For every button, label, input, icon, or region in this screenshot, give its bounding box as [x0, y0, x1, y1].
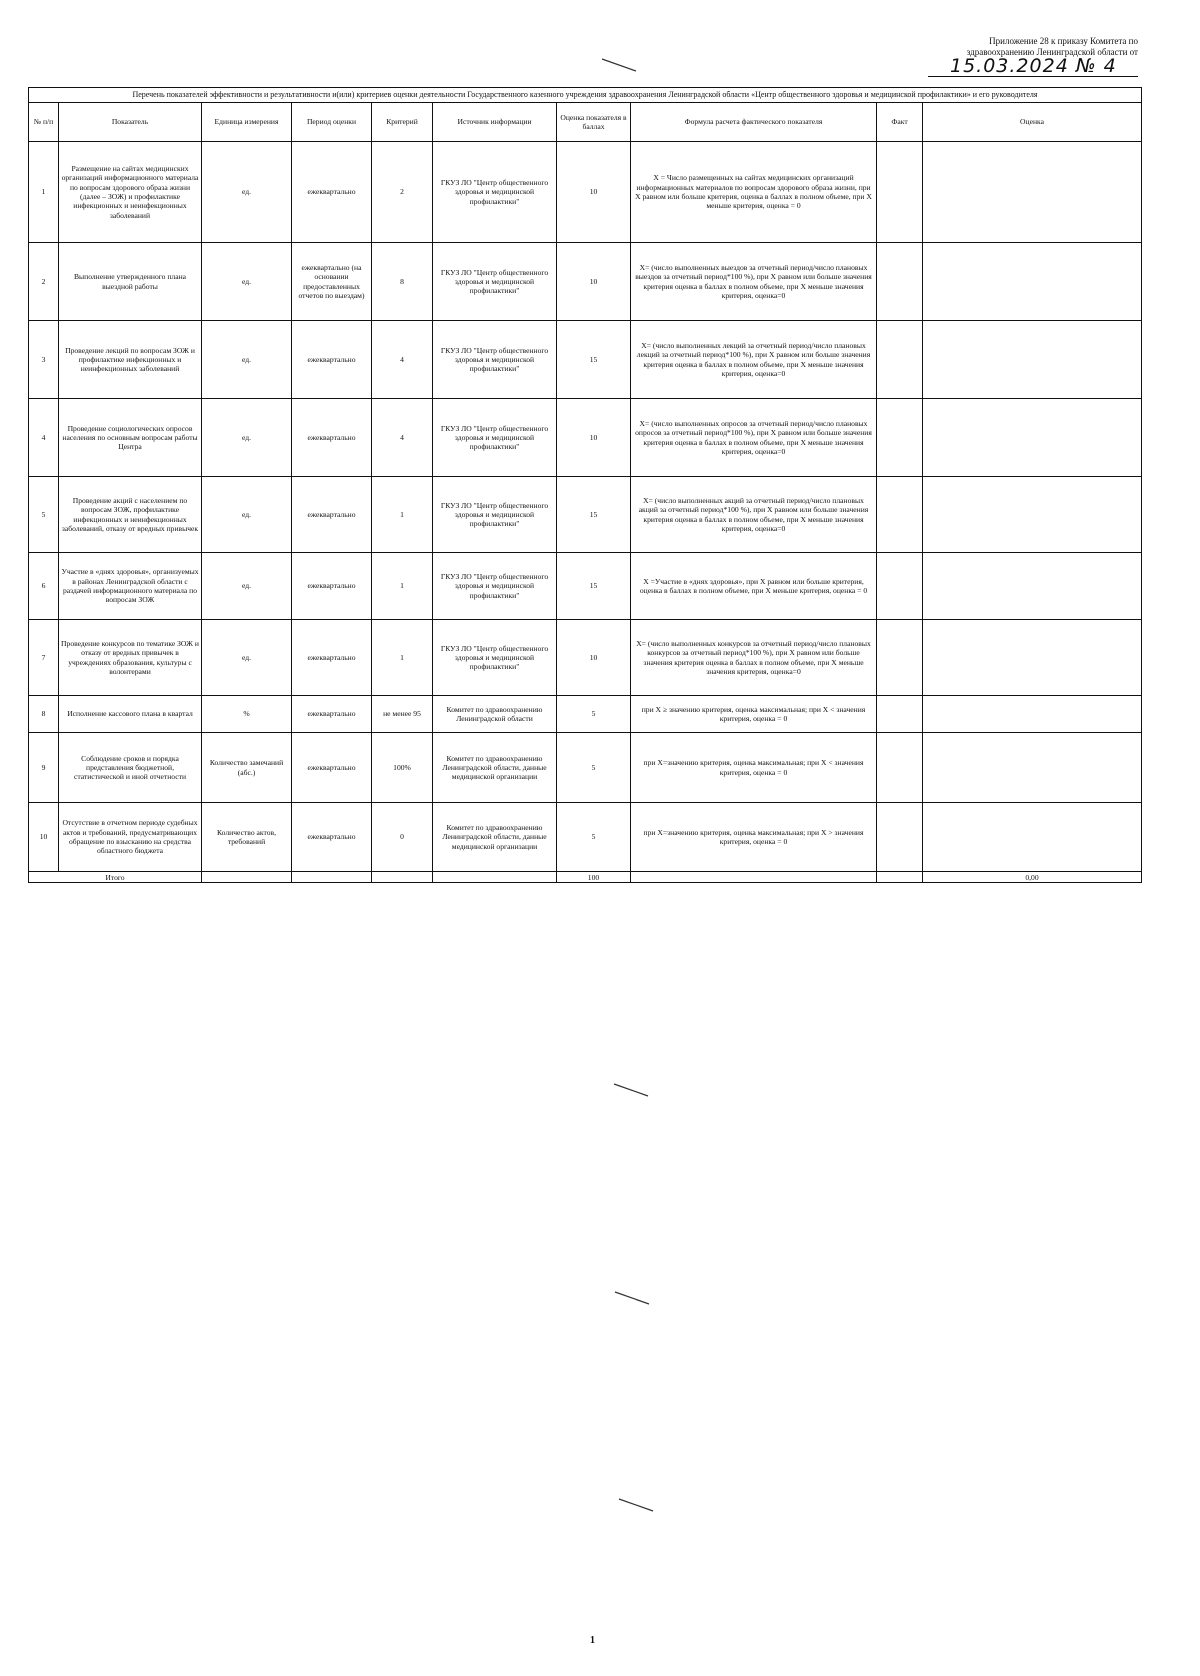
row-criterion: 100%: [372, 733, 433, 803]
table-row: [29, 620, 1142, 696]
total-label: Итого: [29, 872, 202, 883]
row-period: ежеквартально: [292, 553, 372, 620]
row-fact: [877, 803, 923, 872]
row-indicator: Проведение социологических опросов населения по основным вопросам работы Центра: [59, 399, 202, 477]
row-grade: [923, 620, 1142, 696]
total-empty-cell: [433, 872, 557, 883]
row-formula: X = Число размещенных на сайтах медицинских организаций информационных материалов по вопросам здорового образа жизни, при X равном или больше критерия, оценка в баллах в полном объеме, при X меньше критерия, оценка = 0: [631, 142, 877, 243]
row-grade: [923, 321, 1142, 399]
row-fact: [877, 696, 923, 733]
row-source: ГКУЗ ЛО "Центр общественного здоровья и медицинской профилактики": [433, 321, 557, 399]
scan-mark: [600, 55, 640, 75]
row-source: ГКУЗ ЛО "Центр общественного здоровья и медицинской профилактики": [433, 243, 557, 321]
header-cell: Показатель: [59, 103, 202, 142]
table-row: [29, 696, 1142, 733]
header-cell: Единица измерения: [202, 103, 292, 142]
table-row: [29, 321, 1142, 399]
row-number: 3: [29, 321, 59, 399]
table-header-row: [29, 103, 1142, 142]
row-source: ГКУЗ ЛО "Центр общественного здоровья и медицинской профилактики": [433, 142, 557, 243]
row-period: ежеквартально: [292, 142, 372, 243]
row-fact: [877, 477, 923, 553]
row-unit: ед.: [202, 399, 292, 477]
row-source: ГКУЗ ЛО "Центр общественного здоровья и медицинской профилактики": [433, 553, 557, 620]
row-source: Комитет по здравоохранению Ленинградской области, данные медицинской организации: [433, 803, 557, 872]
total-empty-cell: [292, 872, 372, 883]
row-score: 10: [557, 243, 631, 321]
row-formula: X= (число выполненных конкурсов за отчетный период/число плановых конкурсов за отчетный период*100 %), при X равном или больше значения критерия оценка в баллах в полном объеме, при X меньше значения критерия, оценка=0: [631, 620, 877, 696]
row-source: Комитет по здравоохранению Ленинградской области: [433, 696, 557, 733]
header-cell: Критерий: [372, 103, 433, 142]
row-score: 15: [557, 321, 631, 399]
header-cell: Факт: [877, 103, 923, 142]
row-period: ежеквартально: [292, 803, 372, 872]
total-grade: 0,00: [923, 872, 1142, 883]
row-score: 10: [557, 399, 631, 477]
row-unit: %: [202, 696, 292, 733]
row-grade: [923, 243, 1142, 321]
row-fact: [877, 321, 923, 399]
row-source: ГКУЗ ЛО "Центр общественного здоровья и медицинской профилактики": [433, 477, 557, 553]
row-fact: [877, 243, 923, 321]
row-score: 5: [557, 733, 631, 803]
row-indicator: Проведение акций с населением по вопросам ЗОЖ, профилактике инфекционных и неинфекционных заболеваний, отказу от вредных привычек: [59, 477, 202, 553]
row-fact: [877, 142, 923, 243]
scan-mark: [612, 1080, 652, 1100]
row-criterion: 4: [372, 321, 433, 399]
row-grade: [923, 696, 1142, 733]
row-period: ежеквартально: [292, 620, 372, 696]
table-row: [29, 553, 1142, 620]
header-cell: Оценка показателя в баллах: [557, 103, 631, 142]
row-grade: [923, 142, 1142, 243]
row-score: 10: [557, 620, 631, 696]
annex-line-1: Приложение 28 к приказу Комитета по: [989, 36, 1138, 46]
row-criterion: 2: [372, 142, 433, 243]
total-empty-cell: [877, 872, 923, 883]
row-unit: ед.: [202, 142, 292, 243]
total-empty-cell: [631, 872, 877, 883]
row-fact: [877, 553, 923, 620]
row-formula: X= (число выполненных опросов за отчетный период/число плановых опросов за отчетный период*100 %), при X равном или больше значения критерия оценка в баллах в полном объеме, при X меньше значения критерия, оценка=0: [631, 399, 877, 477]
row-indicator: Размещение на сайтах медицинских организаций информационного материала по вопросам здорового образа жизни (далее – ЗОЖ) и профилактике инфекционных и неинфекционных заболеваний: [59, 142, 202, 243]
row-grade: [923, 803, 1142, 872]
indicators-table: [28, 87, 1142, 883]
row-period: ежеквартально: [292, 733, 372, 803]
row-indicator: Отсутствие в отчетном периоде судебных актов и требований, предусматривающих обращение по взысканию на средства областного бюджета: [59, 803, 202, 872]
total-row: [29, 872, 1142, 883]
row-indicator: Соблюдение сроков и порядка представления бюджетной, статистической и иной отчетности: [59, 733, 202, 803]
row-grade: [923, 477, 1142, 553]
row-number: 4: [29, 399, 59, 477]
row-fact: [877, 620, 923, 696]
page-number: 1: [590, 1635, 595, 1646]
row-formula: X =Участие в «днях здоровья», при X равном или больше критерия, оценка в баллах в полном объеме, при X меньше критерия, оценка = 0: [631, 553, 877, 620]
header-cell: Оценка: [923, 103, 1142, 142]
row-period: ежеквартально (на основании предоставленных отчетов по выездам): [292, 243, 372, 321]
row-number: 1: [29, 142, 59, 243]
scan-mark: [613, 1288, 653, 1308]
row-formula: X= (число выполненных акций за отчетный период/число плановых акций за отчетный период*100 %), при X равном или больше значения критерия оценка в баллах в полном объеме, при X меньше значения критерия, оценка=0: [631, 477, 877, 553]
annex-line-2: здравоохранению Ленинградской области от: [966, 47, 1138, 57]
row-indicator: Проведение конкурсов по тематике ЗОЖ и отказу от вредных привычек в учреждениях образования, культуры с волонтерами: [59, 620, 202, 696]
row-indicator: Выполнение утвержденного плана выездной работы: [59, 243, 202, 321]
scan-mark: [617, 1495, 657, 1515]
row-criterion: 1: [372, 477, 433, 553]
header-cell: Период оценки: [292, 103, 372, 142]
row-source: Комитет по здравоохранению Ленинградской области, данные медицинской организации: [433, 733, 557, 803]
row-grade: [923, 553, 1142, 620]
row-number: 2: [29, 243, 59, 321]
table-row: [29, 477, 1142, 553]
row-number: 6: [29, 553, 59, 620]
row-period: ежеквартально: [292, 477, 372, 553]
row-period: ежеквартально: [292, 321, 372, 399]
header-cell: Источник информации: [433, 103, 557, 142]
row-criterion: 8: [372, 243, 433, 321]
row-score: 5: [557, 803, 631, 872]
row-criterion: 1: [372, 620, 433, 696]
total-empty-cell: [372, 872, 433, 883]
row-number: 5: [29, 477, 59, 553]
row-indicator: Проведение лекций по вопросам ЗОЖ и профилактике инфекционных и неинфекционных заболеваний: [59, 321, 202, 399]
row-indicator: Исполнение кассового плана в квартал: [59, 696, 202, 733]
table-row: [29, 399, 1142, 477]
row-period: ежеквартально: [292, 696, 372, 733]
row-formula: при X=значению критерия, оценка максимальная; при X < значения критерия, оценка = 0: [631, 733, 877, 803]
row-number: 9: [29, 733, 59, 803]
row-criterion: не менее 95: [372, 696, 433, 733]
row-number: 8: [29, 696, 59, 733]
row-unit: ед.: [202, 553, 292, 620]
row-criterion: 0: [372, 803, 433, 872]
row-unit: ед.: [202, 321, 292, 399]
table-row: [29, 733, 1142, 803]
row-criterion: 1: [372, 553, 433, 620]
row-formula: X= (число выполненных лекций за отчетный период/число плановых лекций за отчетный период*100 %), при X равном или больше значения критерия оценка в баллах в полном объеме, при X меньше значения критерия, оценка=0: [631, 321, 877, 399]
row-unit: ед.: [202, 620, 292, 696]
row-unit: Количество актов, требований: [202, 803, 292, 872]
row-formula: при X ≥ значению критерия, оценка максимальная; при X < значения критерия, оценка = 0: [631, 696, 877, 733]
row-grade: [923, 399, 1142, 477]
row-number: 7: [29, 620, 59, 696]
header-cell: № п/п: [29, 103, 59, 142]
table-row: [29, 142, 1142, 243]
table-row: [29, 243, 1142, 321]
row-score: 5: [557, 696, 631, 733]
row-source: ГКУЗ ЛО "Центр общественного здоровья и медицинской профилактики": [433, 620, 557, 696]
row-score: 15: [557, 477, 631, 553]
handwritten-date-number: 15.03.2024 № 4: [928, 56, 1138, 77]
row-unit: ед.: [202, 243, 292, 321]
row-formula: X= (число выполненных выездов за отчетный период/число плановых выездов за отчетный период*100 %), при X равном или больше значения критерия оценка в баллах в полном объеме, при X меньше значения критерия, оценка=0: [631, 243, 877, 321]
row-indicator: Участие в «днях здоровья», организуемых в районах Ленинградской области с раздачей информационного материала по вопросам ЗОЖ: [59, 553, 202, 620]
row-unit: ед.: [202, 477, 292, 553]
table-row: [29, 803, 1142, 872]
annex-header: [928, 36, 1138, 77]
header-cell: Формула расчета фактического показателя: [631, 103, 877, 142]
row-unit: Количество замечаний (абс.): [202, 733, 292, 803]
row-score: 15: [557, 553, 631, 620]
row-period: ежеквартально: [292, 399, 372, 477]
row-formula: при X=значению критерия, оценка максимальная; при X > значения критерия, оценка = 0: [631, 803, 877, 872]
row-fact: [877, 733, 923, 803]
row-criterion: 4: [372, 399, 433, 477]
row-score: 10: [557, 142, 631, 243]
total-score: 100: [557, 872, 631, 883]
row-fact: [877, 399, 923, 477]
table-caption: Перечень показателей эффективности и результативности и(или) критериев оценки деятельности Государственного казенного учреждения здравоохранения Ленинградской области «Центр общественного здоровья и медицинской профилактики» и его руководителя: [29, 88, 1142, 103]
row-grade: [923, 733, 1142, 803]
total-empty-cell: [202, 872, 292, 883]
row-number: 10: [29, 803, 59, 872]
row-source: ГКУЗ ЛО "Центр общественного здоровья и медицинской профилактики": [433, 399, 557, 477]
